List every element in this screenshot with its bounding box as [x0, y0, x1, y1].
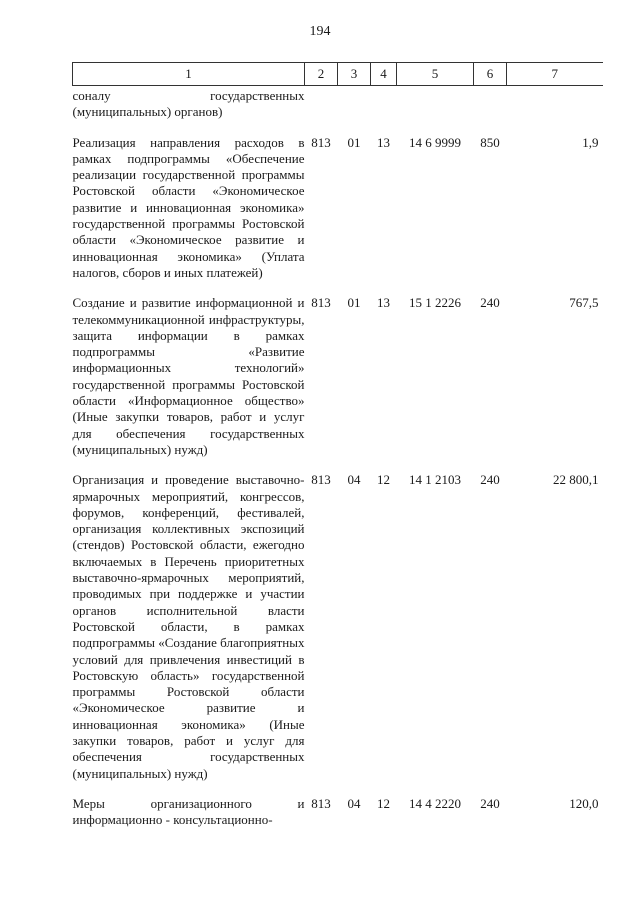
table-row: [73, 794, 603, 829]
row-subsection: 12: [377, 472, 390, 488]
row-amount: 120,0: [569, 795, 599, 811]
row-section: 01: [347, 134, 361, 150]
row-subsection: 13: [377, 295, 390, 311]
row-amount: 22 800,1: [553, 472, 599, 488]
row-description: Реализация направления расходов в рамках подпрограммы «Обеспечение реализации государственной программы Ростовской области «Экономическое развитие и инновационная экономика» государственной программы Ростовской области «Экономическое развитие и инновационная экономика» (Уплата налогов, сборов и иных платежей): [72, 134, 305, 280]
header-col-6: 6: [474, 63, 507, 86]
row-target: 14 6 9999: [409, 134, 461, 150]
header-col-3: 3: [338, 63, 371, 86]
header-col-1: 1: [73, 63, 305, 86]
continuation-text: соналу государственных (муниципальных) органов): [72, 88, 305, 120]
continuation-row: [73, 86, 603, 121]
row-expense-type: 850: [480, 134, 500, 150]
row-description: Организация и проведение выставочно-ярмарочных мероприятий, конгрессов, форумов, конференций, фестивалей, организация коллективных экспозиций (стендов) Ростовской области, ежегодно включаемых в Перечень приоритетных выставочно-ярмарочных мероприятий, проводимых при поддержке и участии органов исполнительной власти Ростовской области, в рамках подпрограммы «Создание благоприятных условий для привлечения инвестиций в Ростовскую область» государственной программы Ростовской области «Экономическое развитие и инновационная экономика» (Иные закупки товаров, работ и услуг для обеспечения государственных (муниципальных) нужд): [72, 472, 305, 781]
row-ministry: 813: [311, 472, 331, 488]
header-row: [73, 63, 603, 86]
header-col-7: 7: [507, 63, 603, 86]
row-ministry: 813: [311, 795, 331, 811]
header-col-5: 5: [397, 63, 474, 86]
row-ministry: 813: [311, 134, 331, 150]
table-row: [73, 293, 603, 458]
budget-table: [72, 62, 603, 828]
row-amount: 767,5: [569, 295, 599, 311]
header-col-2: 2: [305, 63, 338, 86]
row-expense-type: 240: [480, 295, 500, 311]
row-target: 14 1 2103: [409, 472, 461, 488]
row-description: Создание и развитие информационной и телекоммуникационной инфраструктуры, защита информации в рамках подпрограммы «Развитие информационных технологий» государственной программы Ростовской области «Информационное общество» (Иные закупки товаров, работ и услуг для обеспечения государственных (муниципальных) нужд): [72, 295, 305, 457]
row-target: 15 1 2226: [409, 295, 461, 311]
row-expense-type: 240: [480, 472, 500, 488]
row-ministry: 813: [311, 295, 331, 311]
row-section: 04: [347, 795, 361, 811]
table-row: [73, 133, 603, 282]
row-section: 01: [347, 295, 361, 311]
row-subsection: 12: [377, 795, 390, 811]
row-subsection: 13: [377, 134, 390, 150]
header-col-4: 4: [371, 63, 397, 86]
row-description: Меры организационного и информационно - консультационно-: [72, 795, 305, 828]
row-section: 04: [347, 472, 361, 488]
row-expense-type: 240: [480, 795, 500, 811]
row-target: 14 4 2220: [409, 795, 461, 811]
table-row: [73, 470, 603, 782]
page-number: 194: [309, 24, 331, 39]
row-amount: 1,9: [582, 134, 599, 150]
